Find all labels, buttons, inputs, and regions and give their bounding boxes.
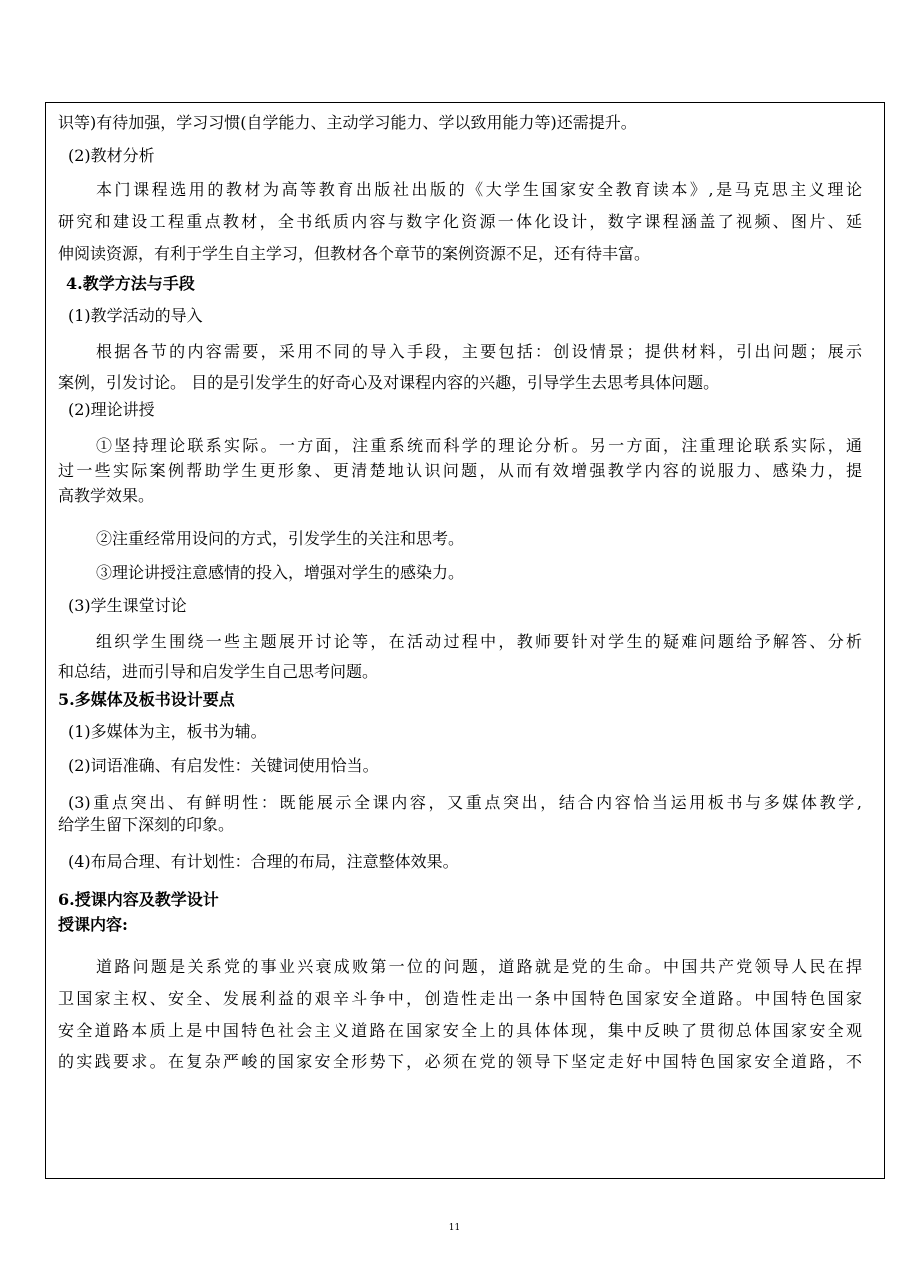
text-line: 高教学效果。 — [58, 486, 155, 505]
text-line: 识等)有待加强，学习习惯(自学能力、主动学习能力、学以致用能力等)还需提升。 — [58, 113, 637, 132]
text-line: 研究和建设工程重点教材，全书纸质内容与数字化资源一体化设计，数字课程涵盖了视频、图片、延 — [58, 212, 862, 231]
text-line: 案例，引发讨论。 目的是引发学生的好奇心及对课程内容的兴趣，引导学生去思考具体问题。 — [58, 373, 720, 392]
list-item: (4)布局合理、有计划性：合理的布局，注意整体效果。 — [68, 852, 459, 871]
section-heading: 5.多媒体及板书设计要点 — [58, 690, 235, 709]
text-line: ③理论讲授注意感情的投入，增强对学生的感染力。 — [96, 563, 465, 582]
list-item: (2)词语准确、有启发性：关键词使用恰当。 — [68, 756, 379, 775]
text-line: 卫国家主权、安全、发展利益的艰辛斗争中，创造性走出一条中国特色国家安全道路。中国特色国家 — [58, 989, 862, 1008]
list-item: (3)重点突出、有鲜明性：既能展示全课内容，又重点突出，结合内容恰当运用板书与多媒体教学, — [68, 793, 862, 812]
text-line: 和总结，进而引导和启发学生自己思考问题。 — [58, 662, 379, 681]
text-line: 给学生留下深刻的印象。 — [58, 815, 235, 834]
sub-heading: 授课内容: — [58, 915, 128, 934]
text-line: 道路问题是关系党的事业兴衰成败第一位的问题，道路就是党的生命。中国共产党领导人民在捍 — [96, 957, 862, 976]
section-heading: 6.授课内容及教学设计 — [58, 890, 219, 909]
text-line: 本门课程选用的教材为高等教育出版社出版的《大学生国家安全教育读本》,是马克思主义理论 — [96, 180, 862, 199]
page-number: 11 — [448, 1223, 461, 1233]
text-line: 根据各节的内容需要，采用不同的导入手段，主要包括：创设情景；提供材料，引出问题；展示 — [96, 342, 862, 361]
text-line: 过一些实际案例帮助学生更形象、更清楚地认识问题，从而有效增强教学内容的说服力、感染力，提 — [58, 461, 862, 480]
section-heading: 4.教学方法与手段 — [66, 274, 195, 293]
text-line: 伸阅读资源，有利于学生自主学习，但教材各个章节的案例资源不足，还有待丰富。 — [58, 244, 651, 263]
subsection-heading: (1)教学活动的导入 — [68, 306, 203, 325]
text-line: ②注重经常用设问的方式，引发学生的关注和思考。 — [96, 529, 465, 548]
text-line: 组织学生围绕一些主题展开讨论等，在活动过程中，教师要针对学生的疑难问题给予解答、分析 — [96, 632, 862, 651]
subsection-heading: (3)学生课堂讨论 — [68, 596, 187, 615]
text-line: 的实践要求。在复杂严峻的国家安全形势下，必须在党的领导下坚定走好中国特色国家安全道路，不 — [58, 1052, 862, 1071]
list-item: (1)多媒体为主，板书为辅。 — [68, 722, 267, 741]
subsection-heading: (2)理论讲授 — [68, 400, 155, 419]
text-line: ①坚持理论联系实际。一方面，注重系统而科学的理论分析。另一方面，注重理论联系实际，通 — [96, 436, 862, 455]
subsection-heading: (2)教材分析 — [68, 146, 155, 165]
text-line: 安全道路本质上是中国特色社会主义道路在国家安全上的具体体现，集中反映了贯彻总体国家安全观 — [58, 1021, 862, 1040]
